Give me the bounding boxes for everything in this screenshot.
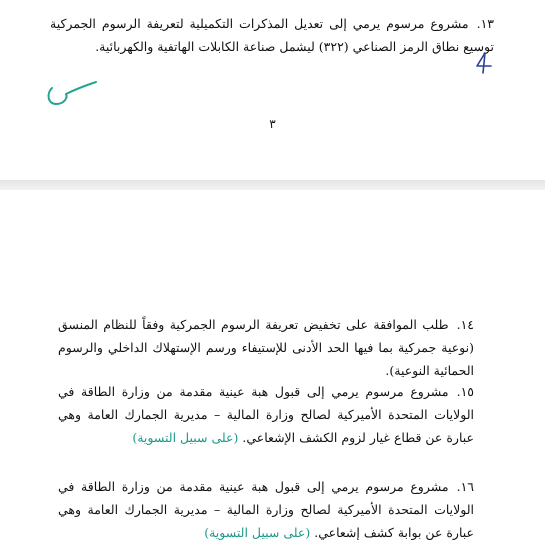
settlement-note: (على سبيل التسوية) [132, 430, 239, 445]
list-item-13 [50, 12, 494, 58]
item-number: ١٦. [456, 479, 474, 494]
item-number: ١٤. [456, 317, 474, 332]
page-number: ٣ [269, 117, 276, 131]
list-item-14 [58, 313, 474, 382]
settlement-note: (على سبيل التسوية) [204, 525, 311, 540]
list-item-15 [58, 380, 474, 449]
list-item-16 [58, 475, 474, 544]
item-text: طلب الموافقة على تخفيض تعريفة الرسوم الجمركية وفقاً للنظام المنسق (نوعية جمركية بما فيها الحد الأدنى للإستيفاء ورسم الإستهلاك الداخلي والرسوم الحمائية النوعية). [58, 317, 474, 378]
item-number: ١٣. [476, 16, 494, 31]
handwritten-four-icon [474, 51, 494, 75]
item-number: ١٥. [456, 384, 474, 399]
item-text: مشروع مرسوم يرمي إلى قبول هبة عينية مقدمة من وزارة الطاقة في الولايات المتحدة الأميركية لصالح وزارة المالية – مديرية الجمارك العامة وهي عبارة عن قطاع غيار لزوم الكشف الإشعاعي. [58, 384, 474, 445]
item-text: مشروع مرسوم يرمي إلى قبول هبة عينية مقدمة من وزارة الطاقة في الولايات المتحدة الأميركية لصالح وزارة المالية – مديرية الجمارك العامة وهي عبارة عن بوابة كشف إشعاعي. [58, 479, 474, 540]
item-text: مشروع مرسوم يرمي إلى تعديل المذكرات التكميلية لتعريفة الرسوم الجمركية توسيع نطاق الرمز الصناعي (٣٢٢) ليشمل صناعة الكابلات الهاتفية والكهربائية. [50, 16, 494, 54]
signature-mark [40, 80, 100, 112]
page-separator [0, 180, 545, 190]
